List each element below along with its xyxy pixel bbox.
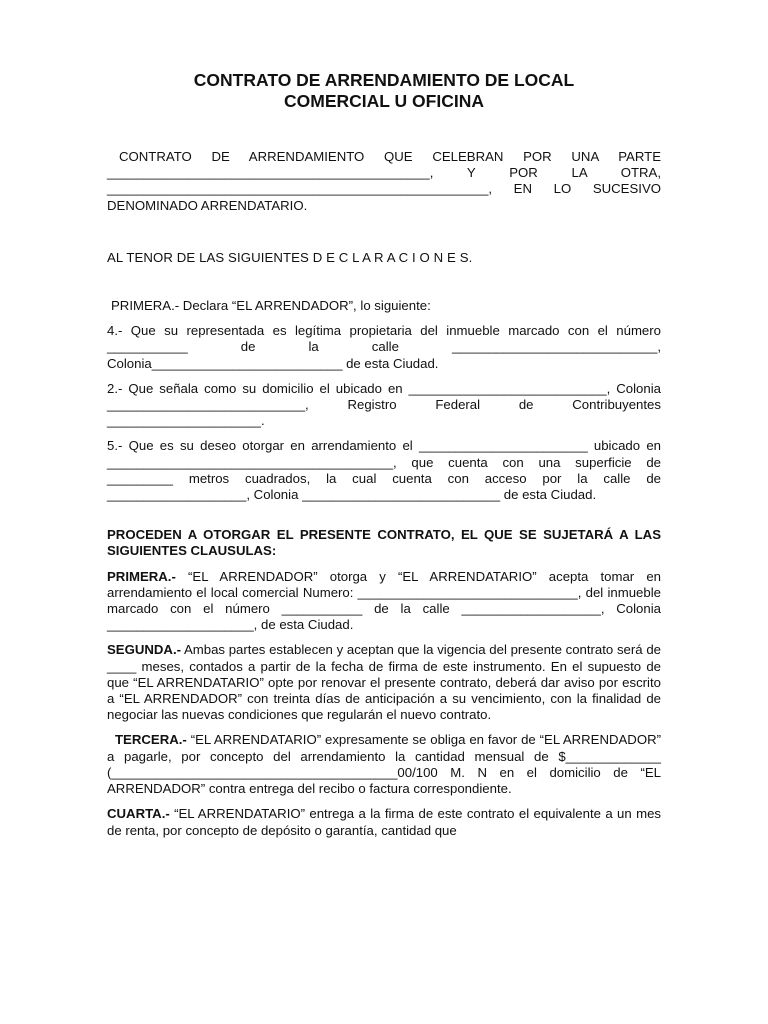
clause-tercera (107, 732, 661, 797)
clause-cuarta (107, 806, 661, 838)
clause-label: TERCERA.- (115, 732, 187, 748)
declaration-item: 2.- Que señala como su domicilio el ubicado en ___________________________, Colonia ___________________________, Registro Federal de Contribuyentes _____________________. (107, 380, 661, 429)
declaration-item: 5.- Que es su deseo otorgar en arrendamiento el _______________________ ubicado en _______________________________________, que cuenta con una superficie de _________ metros cuadrados, la cual cuenta con acceso por la calle de ___________________, Colonia ___________________________ de esta Ciudad. (107, 438, 661, 503)
clause-text: “EL ARRENDADOR” otorga y “EL ARRENDATARIO” acepta tomar en arrendamiento el local comercial Numero: ______________________________, del inmueble marcado con el número ___________ de la calle ___________________, Colonia ____________________, de esta Ciudad. (107, 568, 661, 633)
declarations-heading: AL TENOR DE LAS SIGUIENTES D E C L A R A C I O N E S. (107, 249, 473, 265)
document-page (107, 70, 661, 839)
clauses-heading: PROCEDEN A OTORGAR EL PRESENTE CONTRATO, EL QUE SE SUJETARÁ A LAS SIGUIENTES CLAUSULAS: (107, 527, 661, 559)
title-line-1: CONTRATO DE ARRENDAMIENTO DE LOCAL (193, 70, 575, 90)
clause-segunda (107, 642, 661, 723)
clause-text: “EL ARRENDATARIO” entrega a la firma de este contrato el equivalente a un mes de renta, por concepto de depósito o garantía, cantidad que (107, 806, 661, 838)
title-line-2: COMERCIAL U OFICINA (284, 91, 484, 111)
clause-text: Ambas partes establecen y aceptan que la vigencia del presente contrato será de ____ meses, contados a partir de la fecha de firma de este instrumento. En el supuesto de que “EL ARRENDATARIO” opte por renovar el presente contrato, deberá dar aviso por escrito a “EL ARRENDADOR” con treinta días de anticipación a su vencimiento, con la finalidad de negociar las nuevas condiciones que regularán el nuevo contrato. (107, 642, 661, 723)
clause-label: PRIMERA.- (107, 568, 176, 584)
clause-label: CUARTA.- (107, 806, 170, 822)
primera-declaration-heading: PRIMERA.- Declara “EL ARRENDADOR”, lo siguiente: (111, 298, 431, 314)
declaration-item: 4.- Que su representada es legítima propietaria del inmueble marcado con el número ___________ de la calle ____________________________, Colonia__________________________ de esta Ciudad. (107, 323, 661, 371)
document-title (107, 70, 661, 112)
clause-label: SEGUNDA.- (107, 642, 181, 658)
clause-text: “EL ARRENDATARIO” expresamente se obliga en favor de “EL ARRENDADOR” a pagarle, por concepto del arrendamiento la cantidad mensual de $_____________ (_______________________________________00/100 M. N en el domicilio de “EL ARRENDADOR” contra entrega del recibo o factura correspondiente. (107, 732, 661, 797)
clause-primera (107, 569, 661, 634)
intro-paragraph: CONTRATO DE ARRENDAMIENTO QUE CELEBRAN POR UNA PARTE ____________________________________________, Y POR LA OTRA, ____________________________________________________, EN LO SUCESIVO DENOMINADO ARRENDATARIO. (107, 149, 661, 213)
